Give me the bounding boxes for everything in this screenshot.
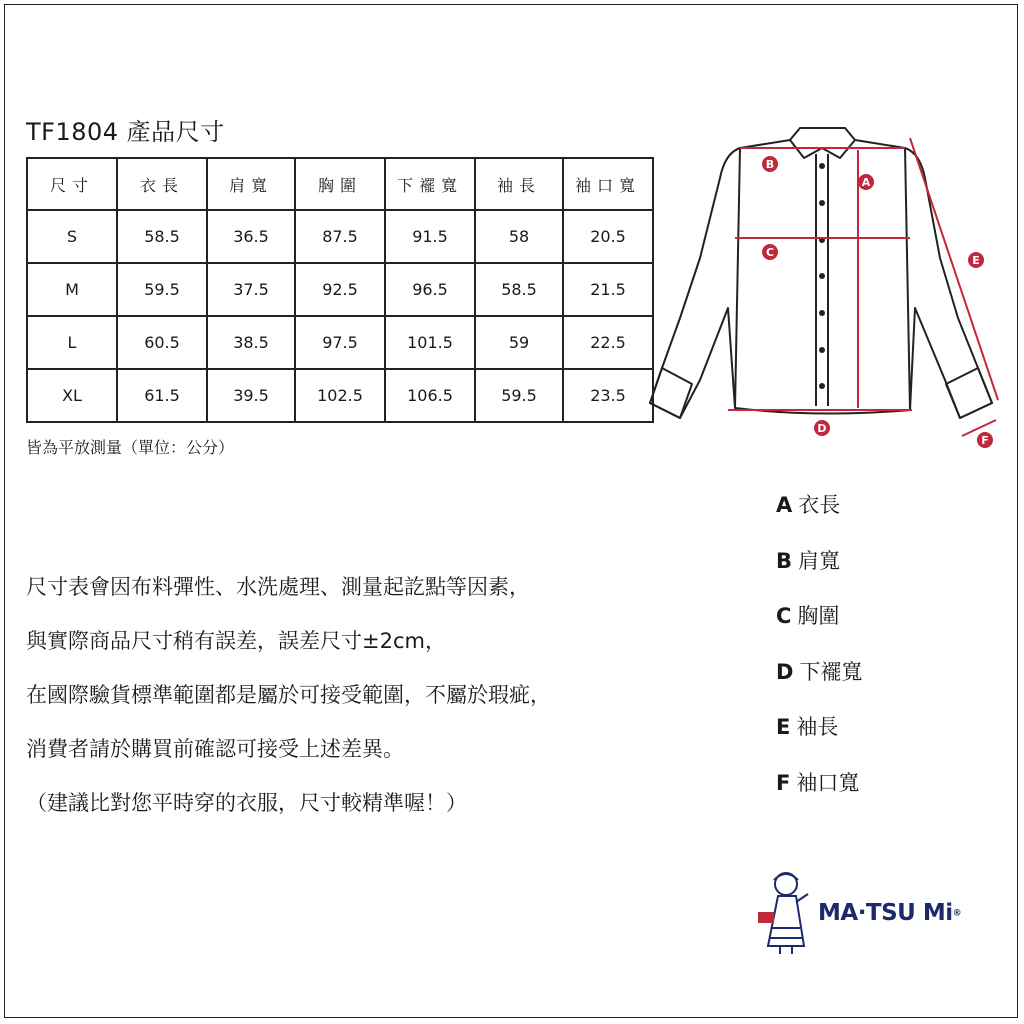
legend-item	[776, 589, 862, 645]
header-shoulder: 肩寬	[207, 158, 295, 210]
shirt-diagram	[640, 118, 1010, 458]
table-cell: 58	[475, 210, 563, 263]
table-header-row	[27, 158, 653, 210]
table-cell: 36.5	[207, 210, 295, 263]
measure-line-e	[910, 138, 998, 400]
table-cell: 58.5	[475, 263, 563, 316]
table-cell: 38.5	[207, 316, 295, 369]
table-cell: 106.5	[385, 369, 475, 422]
marker-e	[968, 252, 984, 268]
table-cell: 23.5	[563, 369, 653, 422]
legend-item	[776, 478, 862, 534]
legend-label: 衣長	[798, 493, 841, 517]
svg-text:B: B	[765, 158, 775, 171]
page-title: TF1804 產品尺寸	[26, 118, 225, 146]
table-cell: 22.5	[563, 316, 653, 369]
table-row	[27, 316, 653, 369]
table-cell: 92.5	[295, 263, 385, 316]
table-cell: 60.5	[117, 316, 207, 369]
table-cell: 91.5	[385, 210, 475, 263]
legend-label: 肩寬	[798, 548, 841, 573]
legend-key: C	[776, 604, 792, 628]
table-row	[27, 210, 653, 263]
legend-label: 下襬寬	[799, 659, 863, 684]
disclaimer-line: 尺寸表會因布料彈性、水洗處理、測量起訖點等因素，	[26, 575, 530, 599]
legend-item	[776, 700, 862, 756]
legend-key: D	[776, 659, 794, 684]
marker-d	[814, 420, 830, 436]
header-chest: 胸圍	[295, 158, 385, 210]
table-cell: 97.5	[295, 316, 385, 369]
table-cell: 96.5	[385, 263, 475, 316]
table-cell: 101.5	[385, 316, 475, 369]
table-cell: 87.5	[295, 210, 385, 263]
marker-f	[977, 432, 993, 448]
disclaimer-line: 在國際驗貨標準範圍都是屬於可接受範圍，不屬於瑕疵，	[26, 683, 551, 707]
svg-text:F: F	[981, 434, 989, 447]
brand-logo	[818, 900, 961, 926]
disclaimer-line: 與實際商品尺寸稍有誤差，誤差尺寸±2cm，	[26, 629, 446, 653]
shirt-collar	[790, 128, 855, 158]
brand-registered-mark: ®	[952, 908, 962, 919]
disclaimer-line: （建議比對您平時穿的衣服，尺寸較精準喔！）	[26, 791, 467, 815]
table-cell: 20.5	[563, 210, 653, 263]
svg-text:A: A	[861, 176, 871, 189]
svg-text:C: C	[765, 246, 775, 259]
shirt-cuff-right	[946, 368, 992, 418]
svg-text:D: D	[817, 422, 827, 435]
table-cell: 58.5	[117, 210, 207, 263]
legend-key: A	[776, 493, 793, 517]
measurement-legend	[776, 478, 862, 811]
table-row	[27, 369, 653, 422]
header-sleeve: 袖長	[475, 158, 563, 210]
brand-name: MA·TSU Mi	[818, 900, 953, 926]
legend-item	[776, 756, 862, 812]
header-hem: 下襬寬	[385, 158, 475, 210]
brand-mascot-icon	[752, 868, 818, 954]
legend-key: E	[776, 715, 791, 739]
disclaimer-line: 消費者請於購買前確認可接受上述差異。	[26, 737, 404, 761]
table-cell: 39.5	[207, 369, 295, 422]
header-size: 尺寸	[27, 158, 117, 210]
table-row	[27, 263, 653, 316]
shirt-buttons	[819, 163, 825, 389]
table-cell: 37.5	[207, 263, 295, 316]
table-cell: 21.5	[563, 263, 653, 316]
measure-note: 皆為平放測量（單位：公分）	[26, 438, 235, 457]
shirt-cuff-left	[650, 368, 692, 418]
shirt-body	[650, 140, 992, 418]
size-table	[26, 157, 654, 423]
disclaimer-paragraph	[26, 560, 551, 830]
svg-text:E: E	[972, 254, 980, 267]
table-cell: XL	[27, 369, 117, 422]
table-cell: 61.5	[117, 369, 207, 422]
marker-a	[858, 174, 874, 190]
measure-line-f	[962, 420, 996, 436]
table-cell: S	[27, 210, 117, 263]
legend-item	[776, 534, 862, 590]
legend-label: 胸圍	[797, 604, 840, 628]
marker-c	[762, 244, 778, 260]
table-cell: M	[27, 263, 117, 316]
legend-key: B	[776, 548, 793, 573]
table-cell: 59.5	[117, 263, 207, 316]
legend-label: 袖長	[796, 715, 839, 739]
header-cuff: 袖口寬	[563, 158, 653, 210]
legend-key: F	[776, 770, 791, 795]
table-cell: 102.5	[295, 369, 385, 422]
table-cell: 59.5	[475, 369, 563, 422]
marker-b	[762, 156, 778, 172]
table-cell: L	[27, 316, 117, 369]
header-length: 衣長	[117, 158, 207, 210]
table-cell: 59	[475, 316, 563, 369]
legend-item	[776, 645, 862, 701]
legend-label: 袖口寬	[796, 770, 860, 795]
